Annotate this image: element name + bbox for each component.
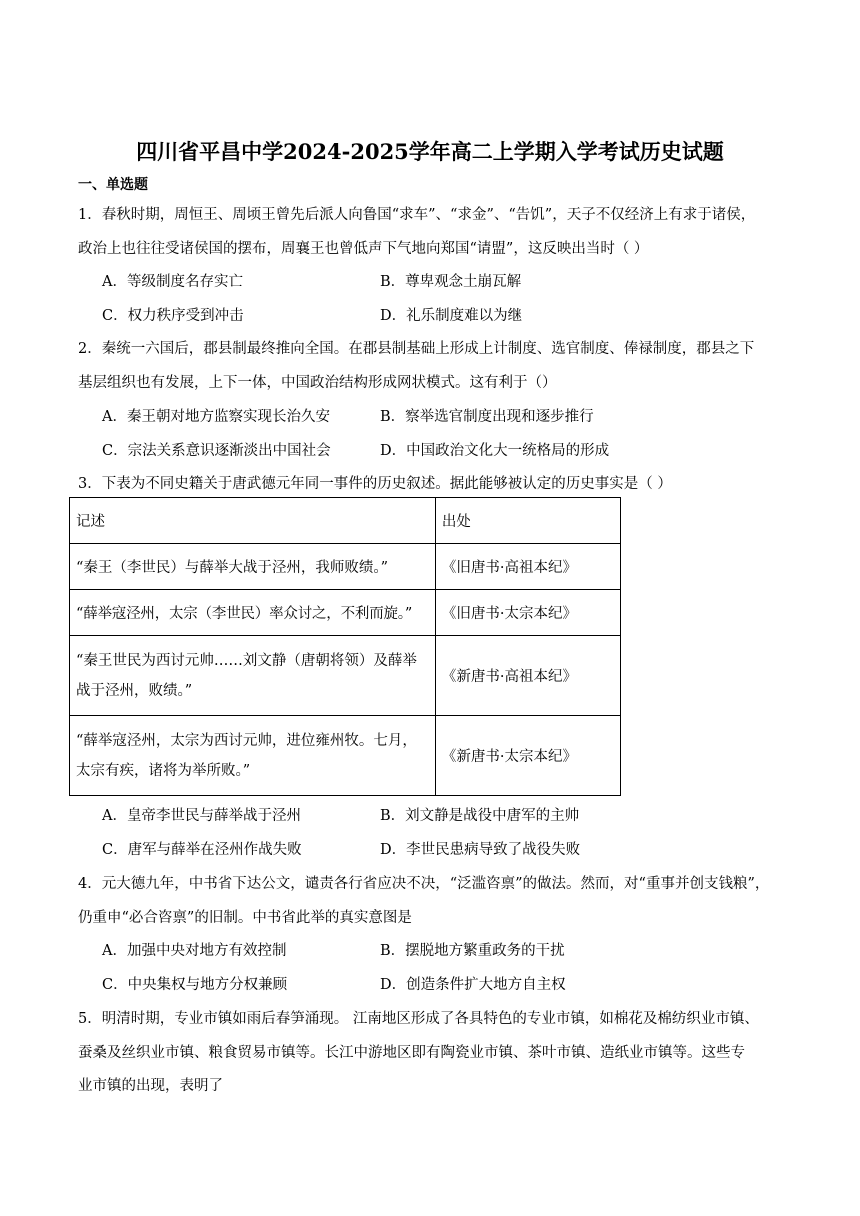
q1-option-b[interactable]: B．尊卑观念土崩瓦解 — [380, 274, 522, 290]
q1-option-c[interactable]: C．权力秩序受到冲击 — [102, 308, 244, 324]
q1-stem-line1: 1．春秋时期，周恒王、周顷王曾先后派人向鲁国“求车”、“求金”、“告饥”，天子不仅经济上有求于诸侯， — [78, 207, 756, 223]
page-title: 四川省平昌中学2024-2025学年高二上学期入学考试历史试题 — [136, 139, 724, 164]
q5-stem-line2: 蚕桑及丝织业市镇、粮食贸易市镇等。长江中游地区即有陶瓷业市镇、茶叶市镇、造纸业市镇等。这些专 — [78, 1045, 745, 1061]
q3-option-d[interactable]: D．李世民患病导致了战役失败 — [380, 842, 581, 858]
table-header-source: 出处 — [435, 498, 620, 544]
q2-option-a[interactable]: A．秦王朝对地方监察实现长治久安 — [102, 409, 330, 425]
q4-stem-line2: 仍重申“必合咨禀”的旧制。中书省此举的真实意图是 — [78, 910, 412, 926]
table-cell-source: 《旧唐书·高祖本纪》 — [435, 544, 620, 590]
record-text-line1: “秦王世民为西讨元帅……刘文静（唐朝将领）及薛举 — [76, 652, 417, 669]
record-text-line2: 战于泾州，败绩。” — [76, 682, 193, 699]
q5-stem-line1: 5．明清时期，专业市镇如雨后春笋涌现。 江南地区形成了各具特色的专业市镇，如棉花及棉纺织业市镇、 — [78, 1011, 759, 1027]
table-cell-record — [70, 716, 436, 796]
q3-stem-line1: 3．下表为不同史籍关于唐武德元年同一事件的历史叙述。据此能够被认定的历史事实是（ ） — [78, 476, 672, 492]
table-row — [70, 590, 621, 636]
table-cell-record — [70, 636, 436, 716]
q1-stem-line2: 政治上也往往受诸侯国的摆布，周襄王也曾低声下气地向郑国“请盟”，这反映出当时（ ） — [78, 241, 649, 257]
table-header-row — [70, 498, 621, 544]
q4-option-d[interactable]: D．创造条件扩大地方自主权 — [380, 977, 566, 993]
q2-option-d[interactable]: D．中国政治文化大一统格局的形成 — [380, 443, 610, 459]
source-table — [69, 497, 621, 796]
q2-option-c[interactable]: C．宗法关系意识逐渐淡出中国社会 — [102, 443, 331, 459]
record-text-line1: “薛举寇泾州，太宗为西讨元帅，进位雍州牧。七月， — [76, 732, 417, 749]
section-heading: 一、单选题 — [78, 177, 148, 193]
table-row — [70, 544, 621, 590]
record-text-line2: 太宗有疾，诸将为举所败。” — [76, 762, 251, 779]
q3-option-c[interactable]: C．唐军与薛举在泾州作战失败 — [102, 842, 302, 858]
q1-option-d[interactable]: D．礼乐制度难以为继 — [380, 308, 523, 324]
table-header-record: 记述 — [70, 498, 436, 544]
q4-stem-line1: 4．元大德九年，中书省下达公文，谴责各行省应决不决，“泛滥咨禀”的做法。然而，对“重事并创支钱粮”， — [78, 876, 770, 892]
record-text: “薛举寇泾州，太宗（李世民）率众讨之，不利而旋。” — [76, 606, 413, 622]
table-cell-source: 《新唐书·太宗本纪》 — [435, 716, 620, 796]
q5-stem-line3: 业市镇的出现，表明了 — [78, 1078, 223, 1094]
record-text: “秦王（李世民）与薛举大战于泾州，我师败绩。” — [76, 560, 389, 576]
table-row — [70, 636, 621, 716]
table-cell-record — [70, 590, 436, 636]
q3-option-a[interactable]: A．皇帝李世民与薛举战于泾州 — [102, 808, 301, 824]
q1-option-a[interactable]: A．等级制度名存实亡 — [102, 274, 243, 290]
q4-option-a[interactable]: A．加强中央对地方有效控制 — [102, 943, 287, 959]
q4-option-b[interactable]: B．摆脱地方繁重政务的干扰 — [380, 943, 565, 959]
q4-option-c[interactable]: C．中央集权与地方分权兼顾 — [102, 977, 288, 993]
table-row — [70, 716, 621, 796]
table-cell-source: 《新唐书·高祖本纪》 — [435, 636, 620, 716]
q2-stem-line1: 2．秦统一六国后，郡县制最终推向全国。在郡县制基础上形成上计制度、选官制度、俸禄制度，郡县之下 — [78, 341, 755, 357]
table-cell-record — [70, 544, 436, 590]
q2-stem-line2: 基层组织也有发展，上下一体，中国政治结构形成网状模式。这有利于（） — [78, 375, 557, 391]
table-cell-source: 《旧唐书·太宗本纪》 — [435, 590, 620, 636]
q3-option-b[interactable]: B．刘文静是战役中唐军的主帅 — [380, 808, 580, 824]
q2-option-b[interactable]: B．察举选官制度出现和逐步推行 — [380, 409, 594, 425]
